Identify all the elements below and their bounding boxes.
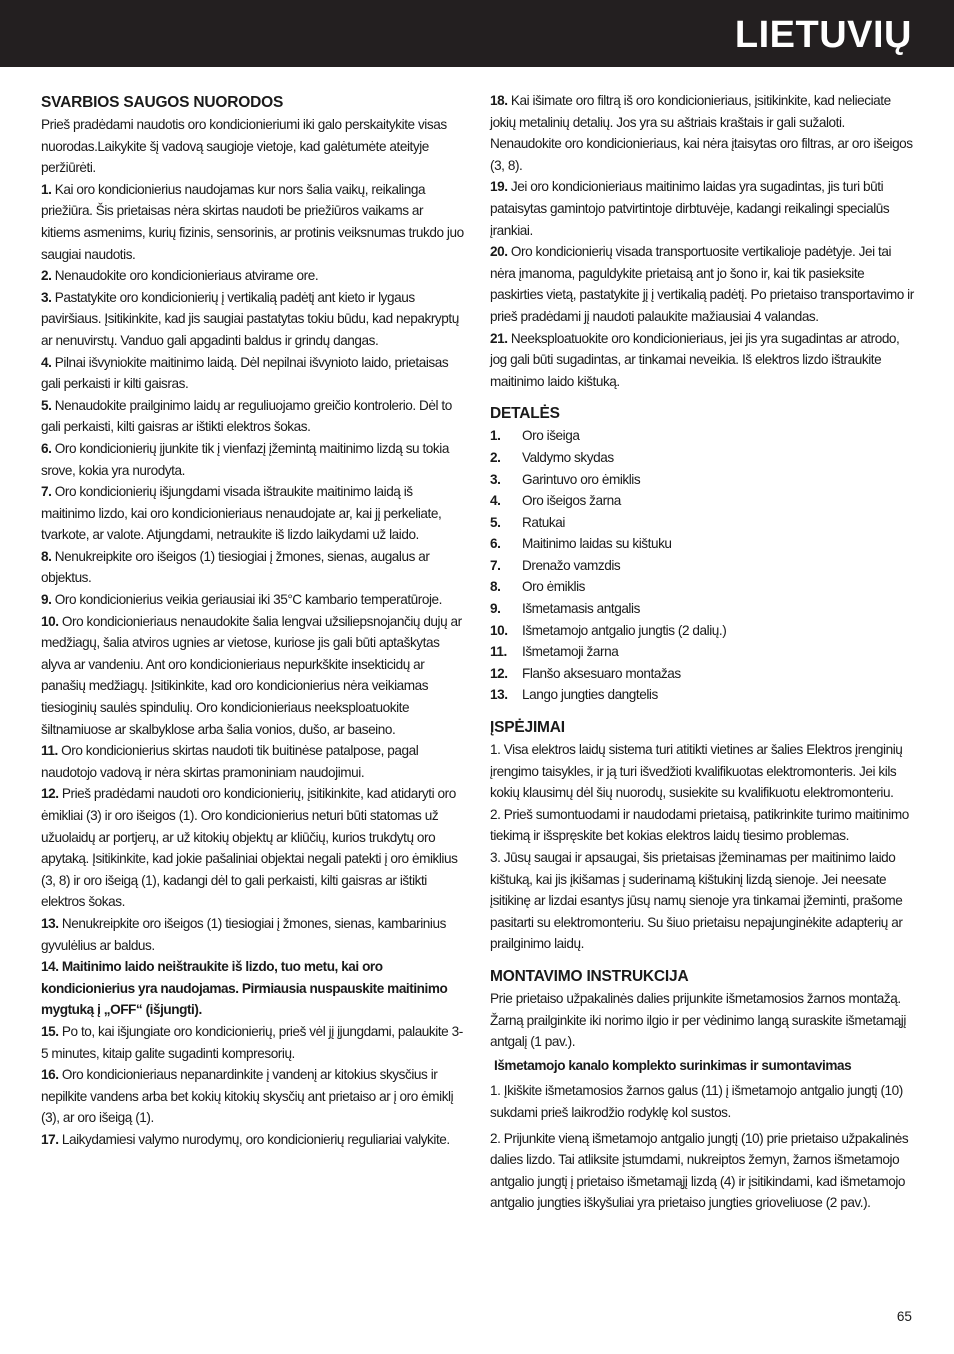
safety-item xyxy=(41,287,465,352)
right-column xyxy=(490,90,915,1214)
part-number: 5. xyxy=(490,514,501,530)
warnings-list xyxy=(490,739,915,955)
safety-item-text: Nenukreipkite oro išeigos (1) tiesiogiai į žmones, sienas, kambarinius gyvulėlius ar baldus. xyxy=(41,915,446,953)
left-column xyxy=(41,92,465,1151)
part-number: 7. xyxy=(490,557,501,573)
part-item xyxy=(490,490,915,512)
safety-item xyxy=(41,265,465,287)
safety-item xyxy=(41,589,465,611)
safety-item-text: Oro kondicionierių visada transportuosite vertikalioje padėtyje. Jei tai nėra įmanoma, paguldykite prietaisą ant jo šono ir, kai tik pasieksite paskirties vietą, pastatykite jį į vertikalią padėtį. Po prietaiso transportavimo ir prieš pradėdami jį naudoti palaukite mažiausiai 4 valandas. xyxy=(490,244,914,324)
safety-item-number: 12. xyxy=(41,786,59,802)
safety-item-text: Nenaudokite prailginimo laidų ar reguliuojamo greičio kontrolerio. Dėl to gali perkaisti, kilti gaisras ar ištikti elektros šokas. xyxy=(41,397,452,435)
part-item xyxy=(490,512,915,534)
safety-item-text: Kai išimate oro filtrą iš oro kondicionieriaus, įsitikinkite, kad nelieciate jokių metalinių detalių. Jos yra su aštriais kraštais ir gali sužaloti. Nenaudokite oro kondicionieriaus, kai nėra įtaisytas oro filtras, ar oro išeigos (3, 8). xyxy=(490,93,913,173)
part-number: 3. xyxy=(490,471,501,487)
safety-item-number: 7. xyxy=(41,484,52,500)
part-label: Drenažo vamzdis xyxy=(522,557,621,573)
safety-item-text: Jei oro kondicionieriaus maitinimo laidas yra sugadintas, jis turi būti pataisytas gamintojo patvirtintoje dirbtuvėje, kadangi reikalingi specialūs įrankiai. xyxy=(490,179,890,238)
part-number: 2. xyxy=(490,449,501,465)
part-number: 1. xyxy=(490,428,501,444)
part-label: Maitinimo laidas su kištuku xyxy=(522,536,672,552)
part-number: 9. xyxy=(490,601,501,617)
part-item xyxy=(490,598,915,620)
part-number: 8. xyxy=(490,579,501,595)
parts-title: DETALĖS xyxy=(490,405,560,423)
safety-item-text: Nenaudokite oro kondicionieriaus atvirame ore. xyxy=(51,268,319,284)
part-number: 4. xyxy=(490,493,501,509)
safety-item-number: 11. xyxy=(41,743,58,759)
safety-item-number: 13. xyxy=(41,915,59,931)
safety-item-number: 17. xyxy=(41,1131,59,1147)
safety-item-number: 2. xyxy=(41,268,52,284)
part-number: 10. xyxy=(490,622,508,638)
safety-item-number: 8. xyxy=(41,548,52,564)
install-section xyxy=(490,966,915,1214)
install-subtitle: Išmetamojo kanalo komplekto surinkimas ir sumontavimas xyxy=(494,1057,852,1073)
safety-item xyxy=(41,1021,465,1064)
safety-item-text: Prieš pradėdami naudoti oro kondicionierių, įsitikinkite, kad atidaryti oro ėmikliai (3) ir oro išeigos (1). Oro kondicionierius neturi būti statomas už užuolaidų ar portjerų, ar už kitokių objektų ar kliūčių, kurios trukdytų oro apytaką. Įsitikinkite, kad jokie pašaliniai objektai negali patekti į oro ėmiklius (3, 8) ir oro išeigą (1), kadangi dėl to gali perkaisti, kilti gaisras ar ištikti elektros šokas. xyxy=(41,786,458,910)
part-label: Flanšo aksesuaro montažas xyxy=(522,665,681,681)
part-item xyxy=(490,425,915,447)
warning-item: 2. Prieš sumontuodami ir naudodami prietaisą, patikrinkite turimo maitinimo tiekimą ir išspręskite bet kokias elektros laidų tiesimo problemas. xyxy=(490,806,909,844)
safety-item xyxy=(490,241,915,327)
part-label: Garintuvo oro ėmiklis xyxy=(522,471,641,487)
part-number: 6. xyxy=(490,536,501,552)
install-intro: Prie prietaiso užpakalinės dalies prijunkite išmetamosios žarnos montažą. Žarną prailginkite iki norimo ilgio ir per vėdinimo langą suraskite išmetamąjį antgalį (1 pav.). xyxy=(490,990,906,1050)
safety-item xyxy=(41,783,465,913)
safety-item-number: 19. xyxy=(490,179,508,195)
page-number: 65 xyxy=(896,1309,912,1324)
safety-item-number: 16. xyxy=(41,1067,59,1083)
safety-item-number: 21. xyxy=(490,330,508,346)
parts-list xyxy=(490,425,915,706)
safety-item-text: Kai oro kondicionierius naudojamas kur nors šalia vaikų, reikalinga priežiūra. Šis prietaisas nėra skirtas naudoti be priežiūros vaikams ar kitiems asmenims, kurių fizinis, sensorinis, ar protinis veiksnumas trukdo juo saugiai naudotis. xyxy=(41,181,464,262)
safety-item-text: Maitinimo laido neištraukite iš lizdo, tuo metu, kai oro kondicionierius yra naudojamas. Pirmiausia nuspauskite maitinimo mygtuką į „OFF“ (išjungti). xyxy=(41,959,448,1018)
safety-item-number: 10. xyxy=(41,613,59,629)
part-number: 12. xyxy=(490,665,508,681)
part-label: Išmetamasis antgalis xyxy=(522,601,640,617)
part-label: Oro išeiga xyxy=(522,428,580,444)
safety-item-text: Po to, kai išjungiate oro kondicionierių, prieš vėl jį įjungdami, palaukite 3-5 minutes, kitaip galite sugadinti kompresorių. xyxy=(41,1023,463,1061)
part-label: Lango jungties dangtelis xyxy=(522,687,658,703)
part-item xyxy=(490,641,915,663)
part-item xyxy=(490,663,915,685)
safety-item xyxy=(41,481,465,546)
part-label: Išmetamoji žarna xyxy=(522,644,619,660)
warnings-title: ĮSPĖJIMAI xyxy=(490,719,565,737)
safety-item-number: 5. xyxy=(41,397,52,413)
safety-title: SVARBIOS SAUGOS NUORODOS xyxy=(41,94,284,111)
safety-item xyxy=(490,328,915,393)
page-title: LIETUVIŲ xyxy=(734,14,912,56)
part-item xyxy=(490,620,915,642)
header-bar xyxy=(0,0,954,67)
safety-item-text: Oro kondicionieriaus nenaudokite šalia lengvai užsiliepsnojančių dujų ar medžiagų, šalia atviros ugnies ar vietose, kuriose jis gali būti aptaškytas alyva ar vandeniu. Ant oro kondicionieriaus nepurkškite insekticidų ar panašių medžiagų. Įsitikinkite, kad oro kondicionierius nėra veikiamas tiesioginių saulės spindulių. Oro kondicionieriaus neeksploatuokite šiltnamiuose ar skalbyklose arba šalia vonios, dušo, ar baseino. xyxy=(41,613,462,737)
install-title: MONTAVIMO INSTRUKCIJA xyxy=(490,967,689,985)
install-steps xyxy=(490,1080,915,1214)
safety-item xyxy=(41,1129,465,1151)
safety-item xyxy=(490,90,915,176)
safety-item-text: Oro kondicionieriaus nepanardinkite į vandenį ar kitokius skysčius ir nepilkite vandens arba bet kokių kitokių skysčių ant prietaiso ar į oro ėmiklį (3), ar oro išeigą (1). xyxy=(41,1067,454,1126)
safety-item-number: 4. xyxy=(41,354,52,370)
part-number: 13. xyxy=(490,687,508,703)
part-label: Oro išeigos žarna xyxy=(522,493,621,509)
part-item xyxy=(490,469,915,491)
install-step: 1. Įkiškite išmetamosios žarnos galus (11) į išmetamojo antgalio jungtį (10) sukdami prieš laikrodžio rodyklę kol sustos. xyxy=(490,1083,903,1120)
safety-item xyxy=(41,956,465,1021)
safety-item-number: 15. xyxy=(41,1023,59,1039)
safety-item xyxy=(41,1064,465,1129)
safety-item-text: Laikydamiesi valymo nurodymų, oro kondicionierių reguliariai valykite. xyxy=(58,1131,450,1147)
safety-item-number: 3. xyxy=(41,289,52,305)
part-label: Išmetamojo antgalio jungtis (2 dalių.) xyxy=(522,622,727,638)
safety-list-continued xyxy=(490,90,915,392)
safety-list xyxy=(41,179,465,1151)
safety-item-number: 18. xyxy=(490,93,508,108)
part-item xyxy=(490,447,915,469)
safety-item-text: Oro kondicionierius skirtas naudoti tik buitinėse patalpose, pagal naudotojo vadovą ir nėra skirtas pramoniniam naudojimui. xyxy=(41,743,419,780)
safety-item xyxy=(490,176,915,241)
part-label: Oro ėmiklis xyxy=(522,579,586,595)
safety-item-text: Oro kondicionierius veikia geriausiai iki 35°C kambario temperatūroje. xyxy=(51,592,442,608)
safety-item xyxy=(41,546,465,589)
part-label: Valdymo skydas xyxy=(522,449,614,465)
warnings-section xyxy=(490,717,915,955)
parts-section xyxy=(490,403,915,706)
safety-item xyxy=(41,913,465,956)
safety-item-text: Oro kondicionierių įjunkite tik į vienfazį įžemintą maitinimo lizdą su tokia srove, kokia yra nurodyta. xyxy=(41,440,449,478)
safety-item-text: Nenukreipkite oro išeigos (1) tiesiogiai į žmones, sienas, augalus ar objektus. xyxy=(41,548,430,586)
part-item xyxy=(490,533,915,555)
part-label: Ratukai xyxy=(522,514,565,530)
part-item xyxy=(490,555,915,577)
safety-intro: Prieš pradėdami naudotis oro kondicionieriumi iki galo perskaitykite visas nuorodas.Laikykite šį vadovą saugioje vietoje, kad galėtumėte ateityje peržiūrėti. xyxy=(41,117,447,176)
warning-item: 1. Visa elektros laidų sistema turi atitikti vietines ar šalies Elektros įrenginių įrengimo taisykles, ir ją turi išvedžioti kvalifikuotas elektromonteris. Jei kils kokių klausimų dėl šių nuorodų, susiekite su kvalifikuotu elektromonteriu. xyxy=(490,742,903,801)
part-item xyxy=(490,684,915,706)
safety-item xyxy=(41,179,465,265)
safety-item xyxy=(41,740,465,783)
safety-item-number: 1. xyxy=(41,181,52,197)
part-item xyxy=(490,576,915,598)
safety-item-number: 20. xyxy=(490,244,508,260)
safety-item-text: Neeksploatuokite oro kondicionieriaus, jei jis yra sugadintas ar atrodo, jog gali būti sugadintas, ar tinkamai neveikia. Iš elektros lizdo ištraukite maitinimo laido kištuką. xyxy=(490,330,900,389)
safety-item-text: Pilnai išvyniokite maitinimo laidą. Dėl nepilnai išvynioto laido, prietaisas gali perkaisti ir kilti gaisras. xyxy=(41,354,449,392)
safety-item xyxy=(41,352,465,395)
part-number: 11. xyxy=(490,644,507,660)
safety-item xyxy=(41,395,465,438)
safety-item xyxy=(41,611,465,741)
safety-item-text: Oro kondicionierių išjungdami visada ištraukite maitinimo laidą iš maitinimo lizdo, kai oro kondicionieriaus nenaudojate ar, kai jį perkeliate, tvarkote, ar valote. Atjungdami, netraukite iš lizdo laikydami už laido. xyxy=(41,484,442,543)
install-step: 2. Prijunkite vieną išmetamojo antgalio jungtį (10) prie prietaiso užpakalinės dalies lizdo. Tai atliksite įstumdami, nukreiptos žemyn, žarnos išmetamojo antgalio jungtį į prietaiso išmetamąjį lizdą (4) ir įsitikindami, kad išmetamojo antgalio jungties iškyšuliai yra prietaiso jungties grioveliuose (2 pav.). xyxy=(490,1130,909,1211)
safety-item-number: 6. xyxy=(41,440,52,456)
warning-item: 3. Jūsų saugai ir apsaugai, šis prietaisas įžeminamas per maitinimo laido kištuką, kai jis įkišamas į suderinamą kištukinį lizdą sienoje. Jei neesate įsitikinę ar lizdai esantys jūsų namų sienoje yra tinkamai įžeminti, prašome pasitarti su elektromonteriu. Su šiuo prietaisu nepajunginėkite adapterių ar prailginimo laidų. xyxy=(490,850,903,952)
safety-item-number: 14. xyxy=(41,959,59,975)
safety-item xyxy=(41,438,465,481)
safety-item-number: 9. xyxy=(41,592,52,608)
safety-item-text: Pastatykite oro kondicionierių į vertikalią padėtį ant kieto ir lygaus paviršiaus. Įsitikinkite, kad jis saugiai pastatytas tokiu būdu, kad nepakryptų ar nenuvirstų. Vanduo gali apgadinti baldus ir grindų dangas. xyxy=(41,289,459,348)
